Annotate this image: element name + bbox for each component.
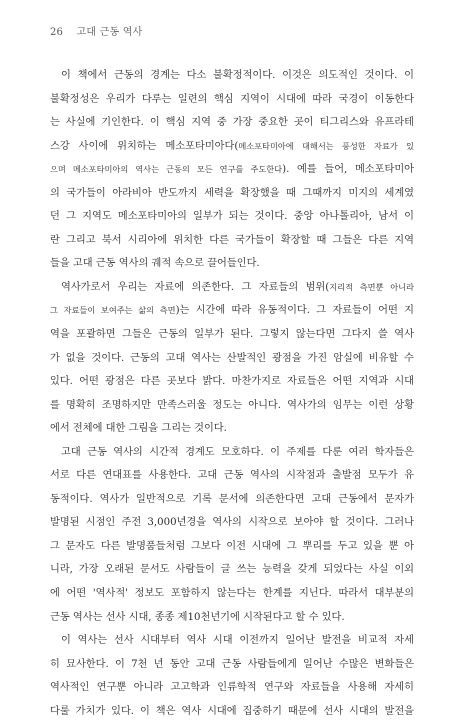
text-line	[50, 653, 414, 677]
text-run: 가 없을 것이다. 근동의 고대 역사는 산발적인 광점을 가진 암실에 비유할 수	[50, 352, 414, 364]
text-line	[50, 64, 414, 88]
paragraph	[50, 629, 414, 723]
text-run: 들을 고대 근동 역사의 궤적 속으로 끌어들인다.	[50, 258, 260, 270]
paragraph	[50, 276, 414, 441]
text-line	[50, 111, 414, 135]
text-run: 의 국가들이 아라비아 반도까지 세력을 확장했을 때 그때까지 미지의 세계였	[50, 187, 414, 199]
text-run: 를 명확히 조명하지만 만족스러울 정도는 아니다. 역사가의 임무는 이런 상황	[50, 399, 414, 411]
text-run: 스강 사이에 위치하는 메소포타미아다(	[50, 140, 239, 152]
text-line	[50, 676, 414, 700]
text-line	[50, 88, 414, 112]
text-run: 란 그리고 북서 시리아에 위치한 다른 국가들이 확장할 때 그들은 다른 지역	[50, 234, 414, 246]
text-run: 이 책에서 근동의 경계는 다소 불확정적이다. 이것은 의도적인 것이다. 이	[61, 70, 414, 81]
text-line	[50, 558, 414, 582]
text-run: 다룰 가치가 있다. 이 책은 역사 시대에 집중하기 때문에 선사 시대의 발전을	[50, 705, 414, 717]
text-line	[50, 606, 414, 630]
inline-note: 그 자료들이 보여주는 삶의 측면	[50, 305, 176, 316]
text-run: 역사적인 연구뿐 아니라 고고학과 인류학적 연구와 자료들을 사용해 자세히	[50, 682, 414, 694]
text-line	[50, 370, 414, 394]
text-run: 니라, 가장 오래된 문서도 사람들이 글 쓰는 능력을 갖게 되었다는 사실 이외	[50, 564, 414, 576]
text-run: 있다. 어떤 광점은 다른 곳보다 밝다. 마찬가지로 자료들은 어떤 지역과 시대	[50, 376, 414, 388]
body-text	[50, 64, 414, 723]
running-head	[50, 23, 142, 38]
text-line	[50, 135, 414, 159]
inline-note: 지리적 측면뿐 아니라	[329, 281, 414, 292]
text-line	[50, 182, 414, 206]
text-line	[50, 323, 414, 347]
text-run: 근동 역사는 선사 시대, 종종 제10천년기에 시작된다고 할 수 있다.	[50, 611, 345, 623]
text-run: 히 묘사한다. 이 7천 년 동안 고대 근동 사람들에게 일어난 수많은 변화들은	[50, 658, 414, 670]
text-line	[50, 205, 414, 229]
text-line	[50, 276, 414, 300]
inline-note: 으며 메소포타미아의 역사는 근동의 모든 연구를 주도한다	[50, 164, 283, 175]
text-run: 서로 다른 연대표를 사용한다. 고대 근동 역사의 시작점과 출발점 모두가 유	[50, 470, 414, 482]
text-line	[50, 417, 414, 441]
text-run: 에 어떤 '역사적' 정보도 포함하지 않는다는 한계를 지닌다. 따라서 대부분의	[50, 588, 414, 600]
text-line	[50, 441, 414, 465]
text-line	[50, 511, 414, 535]
text-run: 그 문자도 다른 발명품들처럼 그보다 이전 시대에 그 뿌리를 두고 있을 뿐 아	[50, 540, 414, 552]
text-line	[50, 535, 414, 559]
text-run: 고대 근동 역사의 시간적 경계도 모호하다. 이 주제를 다룬 여러 학자들은	[61, 446, 414, 458]
text-line	[50, 229, 414, 253]
text-run: 던 그 지역도 메소포타미아의 일부가 되는 것이다. 중앙 아나톨리아, 남서 이	[50, 211, 414, 223]
text-run: 동적이다. 역사가 일반적으로 기록 문서에 의존한다면 고대 근동에서 문자가	[50, 493, 414, 505]
running-title: 고대 근동 역사	[76, 27, 143, 38]
text-line	[50, 488, 414, 512]
text-run: 발명된 시점인 주전 3,000년경을 역사의 시작으로 보아야 할 것이다. 그러나	[50, 517, 414, 529]
text-line	[50, 464, 414, 488]
text-line	[50, 347, 414, 371]
text-line	[50, 252, 414, 276]
text-line	[50, 299, 414, 323]
text-line	[50, 629, 414, 653]
text-line	[50, 158, 414, 182]
text-run: 는 사실에 기인한다. 이 핵심 지역 중 가장 중요한 곳이 티그리스와 유프라테	[50, 117, 414, 129]
text-run: 에서 전체에 대한 그림을 그리는 것이다.	[50, 423, 227, 435]
page-number: 26	[50, 27, 64, 38]
paragraph	[50, 64, 414, 276]
text-run: ). 예를 들어, 메소포타미아	[282, 164, 414, 176]
text-run: 역을 포괄하면 그들은 근동의 일부가 된다. 그렇지 않는다면 그다지 쓸 역사	[50, 329, 414, 341]
text-run: 이 역사는 선사 시대부터 역사 시대 이전까지 일어난 발전을 비교적 자세	[61, 635, 414, 647]
text-run: 역사가로서 우리는 자료에 의존한다. 그 자료들의 범위(	[61, 281, 330, 293]
text-run: 불확정성은 우리가 다루는 일련의 핵심 지역이 시대에 따라 국경이 이동한다	[50, 93, 414, 105]
text-line	[50, 700, 414, 723]
inline-note: 메소포타미아에 대해서는 풍성한 자료가 있	[238, 140, 414, 151]
text-line	[50, 394, 414, 418]
text-run: )는 시간에 따라 유동적이다. 그 자료들이 어떤 지	[175, 305, 414, 317]
paragraph	[50, 441, 414, 629]
text-line	[50, 582, 414, 606]
